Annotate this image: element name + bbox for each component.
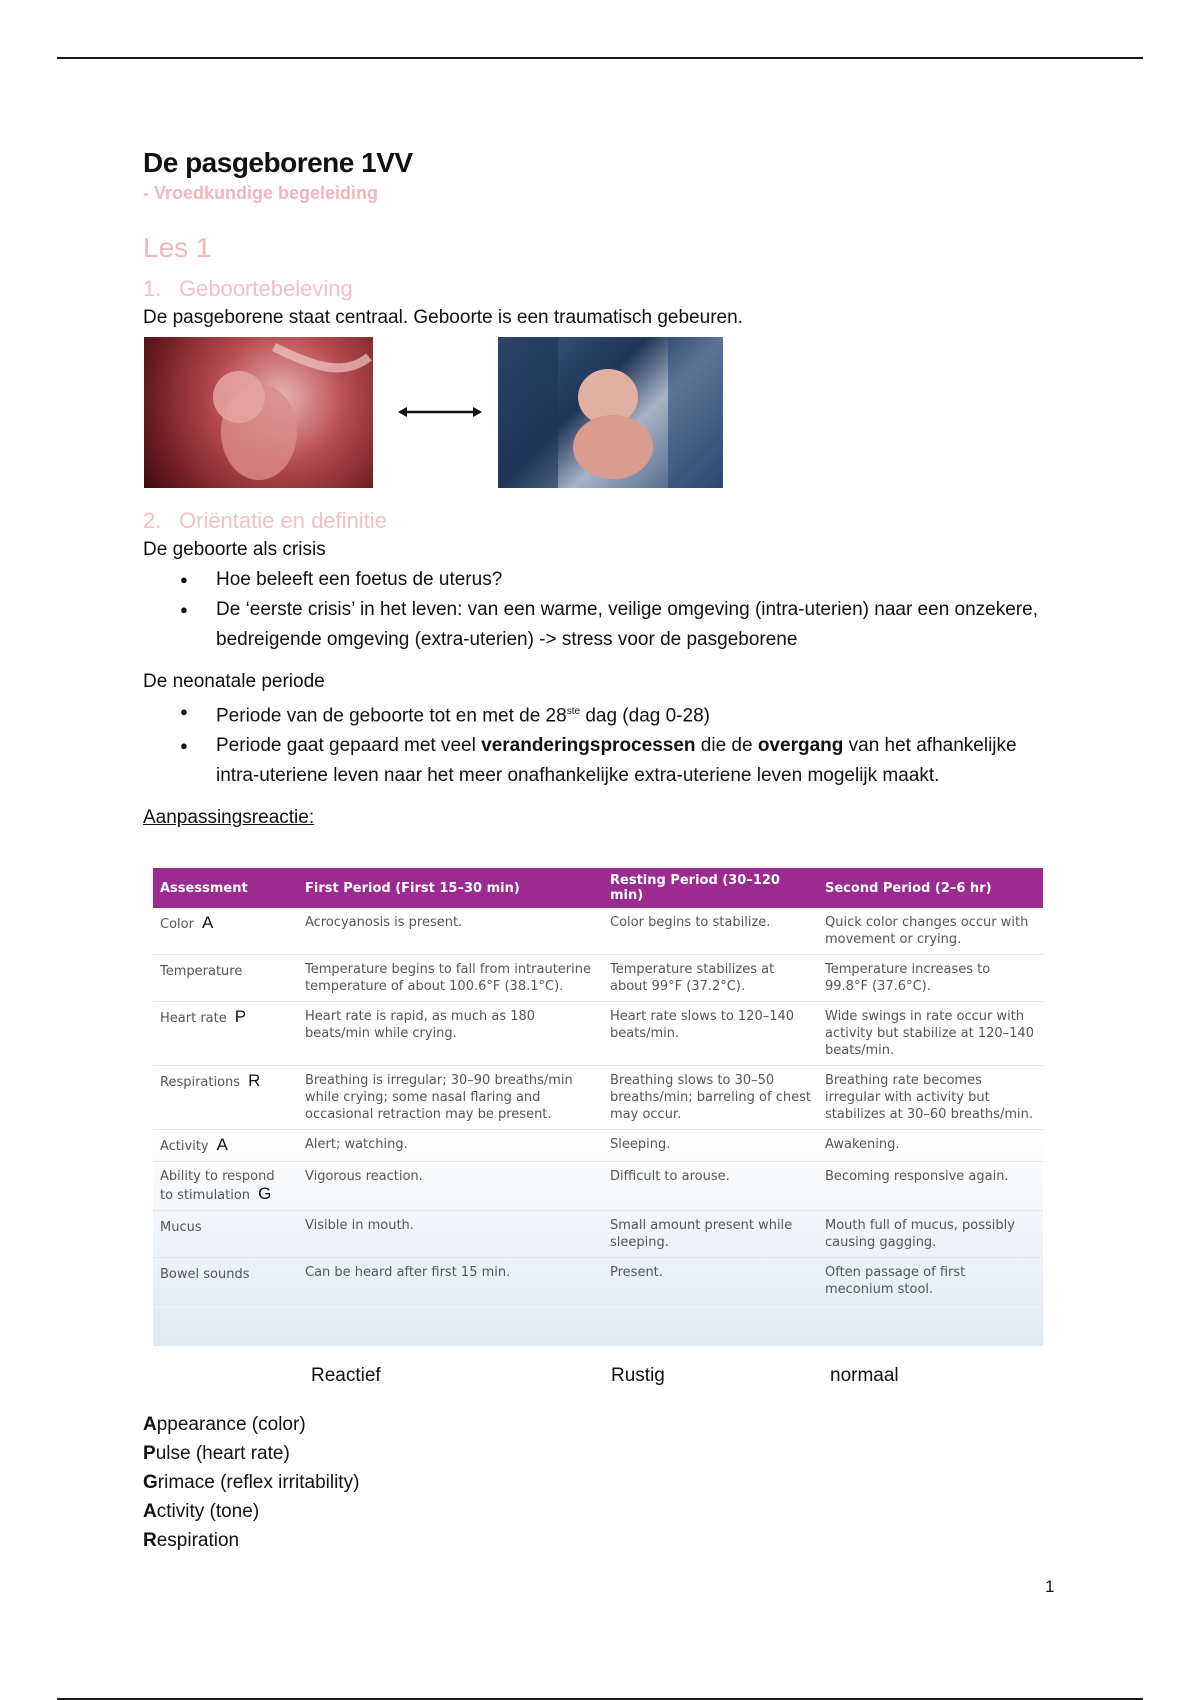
table-cell: Becoming responsive again.: [818, 1162, 1043, 1211]
table-cell: Temperature stabilizes at about 99°F (37.2°C).: [603, 955, 818, 1002]
table-cell: Heart rate slows to 120–140 beats/min.: [603, 1002, 818, 1066]
assessment-table: [153, 868, 1043, 1305]
lesson-heading: Les 1: [143, 232, 212, 263]
apgar-item: Appearance (color): [143, 1414, 306, 1435]
newborn-image: [498, 337, 723, 488]
assessment-cell: Bowel sounds: [153, 1258, 298, 1305]
table-cell: Alert; watching.: [298, 1130, 603, 1162]
apgar-item: Pulse (heart rate): [143, 1443, 290, 1464]
table-cell: Temperature increases to 99.8°F (37.6°C).: [818, 955, 1043, 1002]
table-cell: Breathing slows to 30–50 breaths/min; barreling of chest may occur.: [603, 1066, 818, 1130]
top-rule: [57, 57, 1143, 59]
apgar-letter: R: [248, 1071, 261, 1090]
assessment-cell: Activity A: [153, 1130, 298, 1162]
list-item: ● Periode gaat gepaard met veel veranderingsprocessen die de overgang van het afhankelijke intra-uteriene leven naar het meer onafhankelijke extra-uteriene leven mogelijk maakt.: [143, 731, 1053, 791]
table-row: [153, 1258, 1043, 1305]
table-cell: Sleeping.: [603, 1130, 818, 1162]
table-header-row: [153, 868, 1043, 908]
section-number: 1.: [143, 276, 162, 301]
apgar-item: Respiration: [143, 1530, 240, 1551]
table-row: [153, 1130, 1043, 1162]
assessment-cell: Temperature: [153, 955, 298, 1002]
table-cell: Often passage of first meconium stool.: [818, 1258, 1043, 1305]
column-header: First Period (First 15–30 min): [298, 868, 603, 908]
crisis-title: De geboorte als crisis: [143, 539, 326, 560]
neonatal-title: De neonatale periode: [143, 671, 325, 692]
section-title: Geboortebeleving: [179, 276, 353, 301]
assessment-cell: Color A: [153, 908, 298, 955]
list-item: ● Hoe beleeft een foetus de uterus?: [143, 565, 1053, 595]
assessment-cell: Mucus: [153, 1211, 298, 1258]
apgar-letter: P: [234, 1007, 247, 1026]
table-cell: Color begins to stabilize.: [603, 908, 818, 955]
table-row: [153, 1162, 1043, 1211]
period-label-resting: Rustig: [611, 1365, 665, 1386]
table-cell: Quick color changes occur with movement or crying.: [818, 908, 1043, 955]
table-cell: Breathing rate becomes irregular with activity but stabilizes at 30–60 breaths/min.: [818, 1066, 1043, 1130]
table-row: [153, 955, 1043, 1002]
apgar-list: [143, 1410, 359, 1555]
section-title: Oriëntatie en definitie: [179, 508, 387, 533]
image-row: [143, 337, 1053, 489]
table-cell: Can be heard after first 15 min.: [298, 1258, 603, 1305]
table-cell: Awakening.: [818, 1130, 1043, 1162]
table-cell: Small amount present while sleeping.: [603, 1211, 818, 1258]
table-cell: Visible in mouth.: [298, 1211, 603, 1258]
document-title: De pasgeborene 1VV: [143, 147, 413, 178]
neonatal-list: [143, 697, 1053, 791]
section-heading-2: [143, 507, 1053, 535]
assessment-cell: Respirations R: [153, 1066, 298, 1130]
table-cell: Acrocyanosis is present.: [298, 908, 603, 955]
double-arrow-icon: [398, 402, 482, 422]
table-row: [153, 1066, 1043, 1130]
table-row: [153, 1002, 1043, 1066]
table-cell: Vigorous reaction.: [298, 1162, 603, 1211]
section1-text: De pasgeborene staat centraal. Geboorte is een traumatisch gebeuren.: [143, 307, 743, 328]
assessment-cell: Ability to respond to stimulation G: [153, 1162, 298, 1211]
list-item: ● De ‘eerste crisis’ in het leven: van een warme, veilige omgeving (intra-uterien) naar een onzekere, bedreigende omgeving (extra-uterien) -> stress voor de pasgeborene: [143, 595, 1053, 655]
apgar-item: Grimace (reflex irritability): [143, 1472, 360, 1493]
fetus-image: [144, 337, 373, 488]
period-label-normal: normaal: [830, 1365, 899, 1386]
apgar-letter: A: [216, 1135, 228, 1154]
assessment-table-image: [153, 868, 1043, 1346]
page-number: 1: [1045, 1577, 1055, 1596]
list-item: ● Periode van de geboorte tot en met de 28ste dag (dag 0-28): [143, 697, 1053, 731]
crisis-list: [143, 565, 1053, 655]
table-cell: Present.: [603, 1258, 818, 1305]
column-header: Resting Period (30–120 min): [603, 868, 818, 908]
table-row: [153, 1211, 1043, 1258]
adaptation-title: Aanpassingsreactie:: [143, 807, 315, 829]
apgar-letter: A: [201, 913, 214, 932]
document-body: [143, 145, 1053, 833]
column-header: Second Period (2–6 hr): [818, 868, 1043, 908]
apgar-letter: G: [258, 1184, 272, 1203]
assessment-cell: Heart rate P: [153, 1002, 298, 1066]
document-subtitle: - Vroedkundige begeleiding: [143, 183, 379, 203]
table-cell: Breathing is irregular; 30–90 breaths/min while crying; some nasal flaring and occasional retraction may be present.: [298, 1066, 603, 1130]
table-cell: Temperature begins to fall from intrauterine temperature of about 100.6°F (38.1°C).: [298, 955, 603, 1002]
table-cell: Difficult to arouse.: [603, 1162, 818, 1211]
column-header: Assessment: [153, 868, 298, 908]
table-cell: Wide swings in rate occur with activity but stabilize at 120–140 beats/min.: [818, 1002, 1043, 1066]
table-cell: Heart rate is rapid, as much as 180 beats/min while crying.: [298, 1002, 603, 1066]
period-label-reactive: Reactief: [311, 1365, 381, 1386]
section-heading-1: [143, 275, 1053, 303]
table-cell: Mouth full of mucus, possibly causing gagging.: [818, 1211, 1043, 1258]
table-row: [153, 908, 1043, 955]
apgar-item: Activity (tone): [143, 1501, 260, 1522]
section-number: 2.: [143, 508, 162, 533]
